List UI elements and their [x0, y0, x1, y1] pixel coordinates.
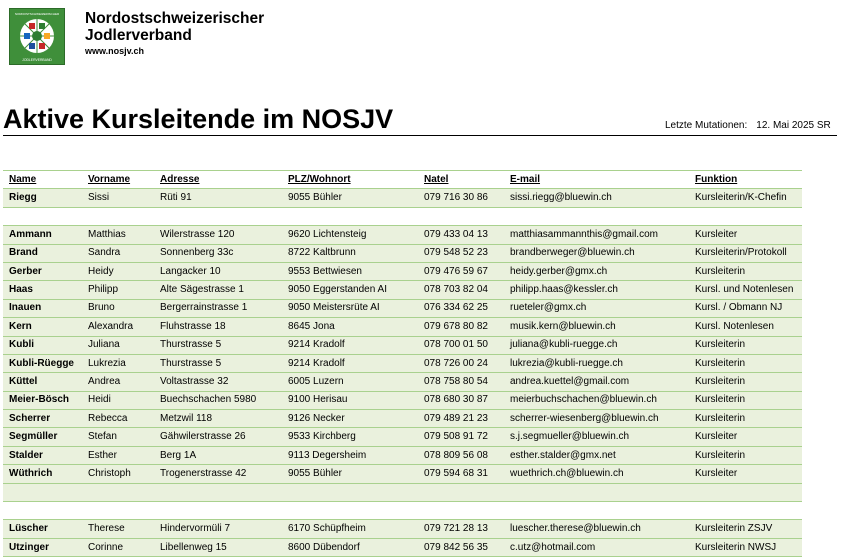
cell-natel: 078 703 82 04 — [418, 281, 504, 299]
cell-name: Meier-Bösch — [3, 391, 82, 409]
page-title: Aktive Kursleitende im NOSJV — [3, 104, 394, 134]
cell-funktion: Kursleiterin — [689, 373, 802, 391]
cell-natel: 078 700 01 50 — [418, 336, 504, 354]
col-header-plz-wohnort: PLZ/Wohnort — [282, 171, 418, 189]
table-row — [3, 262, 802, 280]
cell-email[interactable]: wuethrich.ch@bluewin.ch — [504, 465, 689, 483]
logo-top-text: NORDOSTSCHWEIZERISCHER — [14, 12, 60, 16]
cell-plz-wohnort: 9553 Bettwiesen — [282, 262, 418, 280]
cell-name: Gerber — [3, 262, 82, 280]
cell-adresse: Sonnenberg 33c — [154, 244, 282, 262]
cell-natel: 079 842 56 35 — [418, 538, 504, 556]
cell-name: Küttel — [3, 373, 82, 391]
col-header-email: E-mail — [504, 171, 689, 189]
col-header-natel: Natel — [418, 171, 504, 189]
cell-plz-wohnort: 9050 Meistersrüte AI — [282, 299, 418, 317]
cell-adresse: Fluhstrasse 18 — [154, 318, 282, 336]
cell-email[interactable]: philipp.haas@kessler.ch — [504, 281, 689, 299]
cell-email[interactable]: juliana@kubli-ruegge.ch — [504, 336, 689, 354]
organization-header — [85, 10, 264, 57]
table-row — [3, 520, 802, 538]
cell-name: Kubli-Rüegge — [3, 354, 82, 372]
cell-name: Riegg — [3, 189, 82, 207]
cell-plz-wohnort: 9113 Degersheim — [282, 446, 418, 464]
cell-plz-wohnort: 8600 Dübendorf — [282, 538, 418, 556]
table-row — [3, 226, 802, 244]
cell-name: Kubli — [3, 336, 82, 354]
table-row — [3, 465, 802, 483]
spacer-row — [3, 502, 802, 520]
cell-natel: 079 508 91 72 — [418, 428, 504, 446]
cell-vorname: Lukrezia — [82, 354, 154, 372]
cell-adresse: Buechschachen 5980 — [154, 391, 282, 409]
cell-adresse: Libellenweg 15 — [154, 538, 282, 556]
col-header-adresse: Adresse — [154, 171, 282, 189]
cell-email[interactable]: sissi.riegg@bluewin.ch — [504, 189, 689, 207]
cell-adresse: Voltastrasse 32 — [154, 373, 282, 391]
cell-plz-wohnort: 9620 Lichtensteig — [282, 226, 418, 244]
cell-adresse: Metzwil 118 — [154, 410, 282, 428]
cell-funktion: Kursl. Notenlesen — [689, 318, 802, 336]
cell-natel: 078 680 30 87 — [418, 391, 504, 409]
cell-vorname: Corinne — [82, 538, 154, 556]
table-row — [3, 391, 802, 409]
mutation-label: Letzte Mutationen: — [665, 120, 748, 131]
cell-vorname: Juliana — [82, 336, 154, 354]
cell-vorname: Sandra — [82, 244, 154, 262]
cell-plz-wohnort: 6005 Luzern — [282, 373, 418, 391]
table-row — [3, 189, 802, 207]
cell-email[interactable]: heidy.gerber@gmx.ch — [504, 262, 689, 280]
cell-adresse: Wilerstrasse 120 — [154, 226, 282, 244]
table-row — [3, 538, 802, 556]
cell-vorname: Bruno — [82, 299, 154, 317]
table-row — [3, 354, 802, 372]
table-row — [3, 373, 802, 391]
cell-email[interactable]: musik.kern@bluewin.ch — [504, 318, 689, 336]
cell-adresse: Rüti 91 — [154, 189, 282, 207]
cell-plz-wohnort: 9214 Kradolf — [282, 354, 418, 372]
cell-adresse: Alte Sägestrasse 1 — [154, 281, 282, 299]
cell-name: Utzinger — [3, 538, 82, 556]
cell-email[interactable]: scherrer-wiesenberg@bluewin.ch — [504, 410, 689, 428]
cell-name: Ammann — [3, 226, 82, 244]
cell-plz-wohnort: 8645 Jona — [282, 318, 418, 336]
cell-natel: 076 334 62 25 — [418, 299, 504, 317]
cell-name: Lüscher — [3, 520, 82, 538]
cell-natel: 079 548 52 23 — [418, 244, 504, 262]
cell-vorname: Stefan — [82, 428, 154, 446]
cell-email[interactable]: luescher.therese@bluewin.ch — [504, 520, 689, 538]
cell-plz-wohnort: 9100 Herisau — [282, 391, 418, 409]
cell-funktion: Kursleiterin — [689, 336, 802, 354]
spacer-cell — [3, 207, 802, 225]
cell-email[interactable]: meierbuchschachen@bluewin.ch — [504, 391, 689, 409]
cell-plz-wohnort: 9055 Bühler — [282, 189, 418, 207]
cell-name: Segmüller — [3, 428, 82, 446]
cell-funktion: Kursl. / Obmann NJ — [689, 299, 802, 317]
cell-natel: 078 726 00 24 — [418, 354, 504, 372]
cell-funktion: Kursleiterin — [689, 391, 802, 409]
cell-vorname: Andrea — [82, 373, 154, 391]
cell-vorname: Philipp — [82, 281, 154, 299]
cell-plz-wohnort: 9050 Eggerstanden AI — [282, 281, 418, 299]
cell-email[interactable]: c.utz@hotmail.com — [504, 538, 689, 556]
instructors-table — [3, 170, 802, 557]
cell-email[interactable]: esther.stalder@gmx.net — [504, 446, 689, 464]
cell-vorname: Therese — [82, 520, 154, 538]
spacer-row — [3, 483, 802, 501]
cell-adresse: Trogenerstrasse 42 — [154, 465, 282, 483]
spacer-cell — [3, 483, 802, 501]
cell-plz-wohnort: 9126 Necker — [282, 410, 418, 428]
cell-natel: 078 758 80 54 — [418, 373, 504, 391]
cell-funktion: Kursleiterin — [689, 354, 802, 372]
logo — [9, 8, 65, 65]
cell-natel: 079 476 59 67 — [418, 262, 504, 280]
col-header-vorname: Vorname — [82, 171, 154, 189]
cell-funktion: Kursleiterin/K-Chefin — [689, 189, 802, 207]
table-body — [3, 189, 802, 557]
cell-name: Kern — [3, 318, 82, 336]
cell-vorname: Matthias — [82, 226, 154, 244]
cell-vorname: Alexandra — [82, 318, 154, 336]
col-header-name: Name — [3, 171, 82, 189]
cell-funktion: Kursleiter — [689, 428, 802, 446]
table-row — [3, 410, 802, 428]
cell-vorname: Heidi — [82, 391, 154, 409]
cell-name: Wüthrich — [3, 465, 82, 483]
cell-plz-wohnort: 8722 Kaltbrunn — [282, 244, 418, 262]
cell-funktion: Kursleiterin/Protokoll — [689, 244, 802, 262]
cell-funktion: Kursleiterin — [689, 262, 802, 280]
col-header-funktion: Funktion — [689, 171, 802, 189]
cell-vorname: Heidy — [82, 262, 154, 280]
cell-plz-wohnort: 9533 Kirchberg — [282, 428, 418, 446]
cell-plz-wohnort: 9055 Bühler — [282, 465, 418, 483]
cell-adresse: Berg 1A — [154, 446, 282, 464]
cell-adresse: Thurstrasse 5 — [154, 336, 282, 354]
cell-vorname: Esther — [82, 446, 154, 464]
cell-email[interactable]: andrea.kuettel@gmail.com — [504, 373, 689, 391]
cell-funktion: Kursl. und Notenlesen — [689, 281, 802, 299]
table-row — [3, 244, 802, 262]
title-underline — [3, 135, 837, 136]
cell-email[interactable]: brandberweger@bluewin.ch — [504, 244, 689, 262]
org-name-line1: Nordostschweizerischer — [85, 10, 265, 27]
cell-email[interactable]: matthiasammannthis@gmail.com — [504, 226, 689, 244]
cell-vorname: Sissi — [82, 189, 154, 207]
cell-natel: 079 594 68 31 — [418, 465, 504, 483]
org-name-line2: Jodlerverband — [85, 27, 192, 44]
cell-name: Stalder — [3, 446, 82, 464]
cell-vorname: Rebecca — [82, 410, 154, 428]
cell-funktion: Kursleiterin — [689, 446, 802, 464]
cell-plz-wohnort: 9214 Kradolf — [282, 336, 418, 354]
cell-natel: 079 433 04 13 — [418, 226, 504, 244]
cell-email[interactable]: s.j.segmueller@bluewin.ch — [504, 428, 689, 446]
logo-bottom-text: JODLERVERBAND — [22, 58, 52, 62]
cell-adresse: Hindervormüli 7 — [154, 520, 282, 538]
table-row — [3, 428, 802, 446]
cell-email[interactable]: rueteler@gmx.ch — [504, 299, 689, 317]
cell-funktion: Kursleiter — [689, 226, 802, 244]
mutation-date: 12. Mai 2025 SR — [756, 120, 831, 131]
cell-email[interactable]: lukrezia@kubli-ruegge.ch — [504, 354, 689, 372]
website-link[interactable]: www.nosjv.ch — [85, 46, 145, 56]
table-row — [3, 446, 802, 464]
cell-natel: 079 489 21 23 — [418, 410, 504, 428]
cell-plz-wohnort: 6170 Schüpfheim — [282, 520, 418, 538]
table-row — [3, 299, 802, 317]
cell-funktion: Kursleiterin NWSJ — [689, 538, 802, 556]
cell-name: Brand — [3, 244, 82, 262]
cell-natel: 079 716 30 86 — [418, 189, 504, 207]
cell-adresse: Langacker 10 — [154, 262, 282, 280]
table-row — [3, 336, 802, 354]
cell-vorname: Christoph — [82, 465, 154, 483]
cell-name: Haas — [3, 281, 82, 299]
cell-natel: 079 721 28 13 — [418, 520, 504, 538]
table-header-row — [3, 171, 802, 189]
cell-funktion: Kursleiterin ZSJV — [689, 520, 802, 538]
cell-funktion: Kursleiter — [689, 465, 802, 483]
table-row — [3, 281, 802, 299]
cell-natel: 078 809 56 08 — [418, 446, 504, 464]
cell-name: Scherrer — [3, 410, 82, 428]
spacer-row — [3, 207, 802, 225]
spacer-cell — [3, 502, 802, 520]
cell-adresse: Thurstrasse 5 — [154, 354, 282, 372]
last-mutation — [665, 120, 831, 132]
cell-natel: 079 678 80 82 — [418, 318, 504, 336]
cell-name: Inauen — [3, 299, 82, 317]
cell-adresse: Gähwilerstrasse 26 — [154, 428, 282, 446]
cell-funktion: Kursleiterin — [689, 410, 802, 428]
cell-adresse: Bergerrainstrasse 1 — [154, 299, 282, 317]
table-row — [3, 318, 802, 336]
